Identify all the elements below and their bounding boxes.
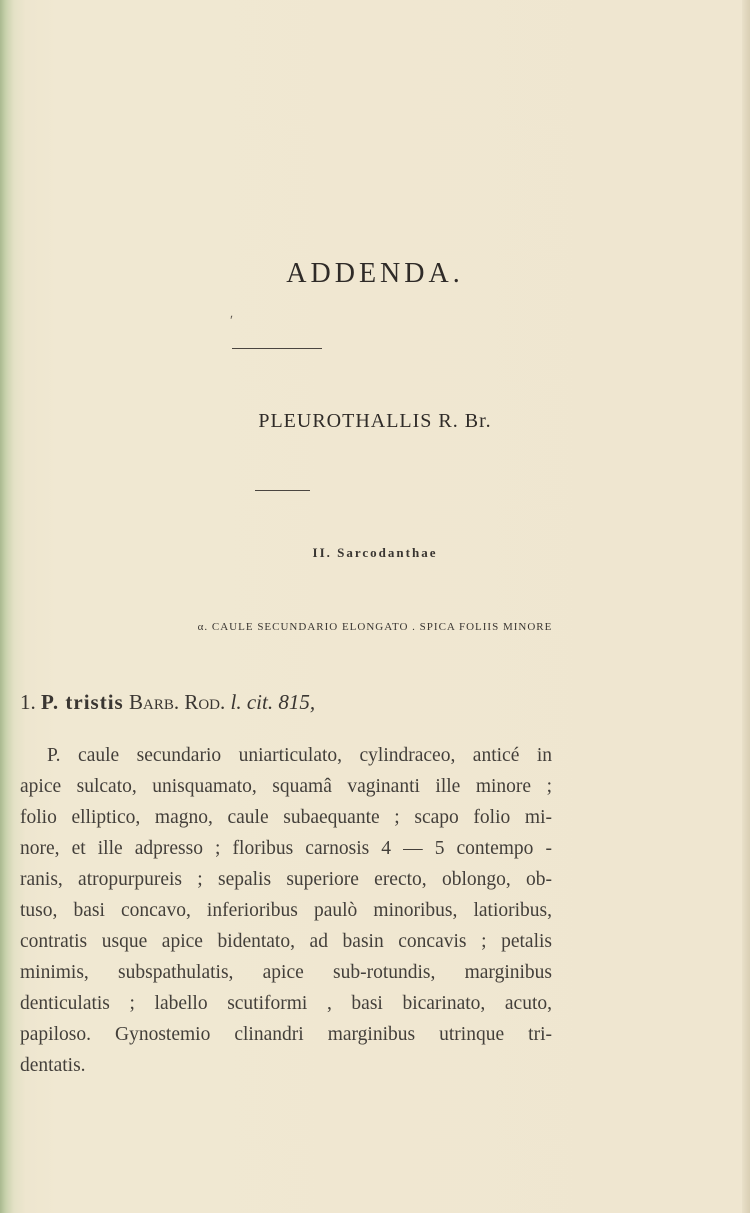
description-line: ranis, atropurpureis ; sepalis superiore erecto, oblongo, ob- bbox=[20, 869, 552, 890]
description-line: dentatis. bbox=[20, 1055, 86, 1076]
description-line: folio elliptico, magno, caule subaequante ; scapo folio mi- bbox=[20, 807, 552, 828]
section-heading: II. Sarcodanthae bbox=[312, 545, 438, 560]
page-edge bbox=[742, 0, 750, 1213]
species-name: P. tristis bbox=[41, 690, 124, 714]
subsection-heading: α. CAULE SECUNDARIO ELONGATO . SPICA FOLIIS MINORE bbox=[197, 621, 553, 633]
genus-heading: PLEUROTHALLIS R. Br. bbox=[258, 410, 492, 432]
species-entry bbox=[20, 690, 315, 715]
genus-divider bbox=[255, 490, 310, 491]
description-line: contratis usque apice bidentato, ad basin concavis ; petalis bbox=[20, 931, 552, 952]
entry-number: 1. bbox=[20, 690, 36, 714]
description-line: papiloso. Gynostemio clinandri marginibus utrinque tri- bbox=[20, 1024, 552, 1045]
description-line: tuso, basi concavo, inferioribus paulò minoribus, latioribus, bbox=[20, 900, 552, 921]
description-line: apice sulcato, unisquamato, squamâ vaginanti ille minore ; bbox=[20, 776, 552, 797]
page-title: ADDENDA. bbox=[286, 258, 464, 289]
description-line: denticulatis ; labello scutiformi , basi bicarinato, acuto, bbox=[20, 993, 552, 1014]
stray-mark: ʹ bbox=[230, 314, 234, 329]
description-line: nore, et ille adpresso ; floribus carnosis 4 — 5 contempo - bbox=[20, 838, 552, 859]
description-line: minimis, subspathulatis, apice sub-rotundis, marginibus bbox=[20, 962, 552, 983]
species-citation: l. cit. 815, bbox=[230, 690, 316, 714]
species-author: Barb. Rod. bbox=[128, 690, 226, 714]
description-line: P. caule secundario uniarticulato, cylindraceo, anticé in bbox=[47, 745, 552, 766]
title-divider bbox=[232, 348, 322, 349]
species-description bbox=[20, 740, 552, 1081]
